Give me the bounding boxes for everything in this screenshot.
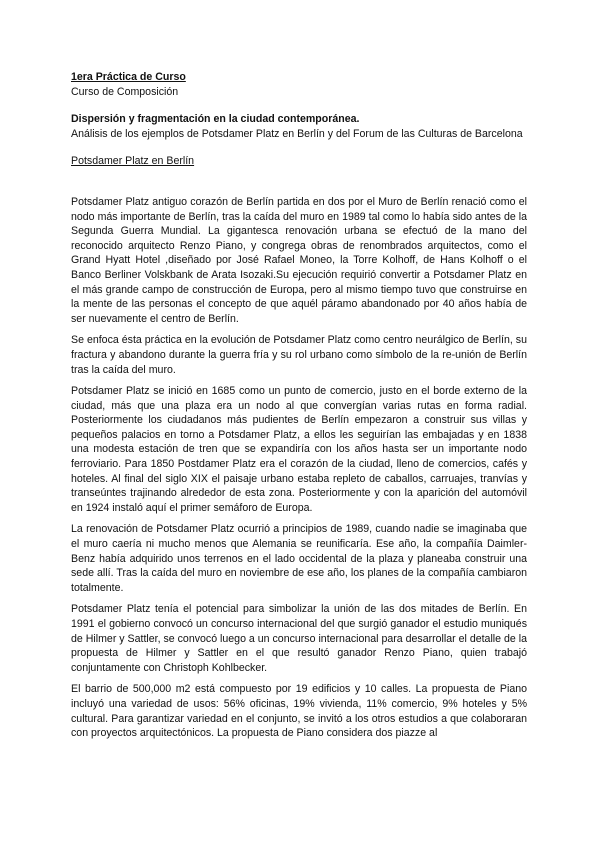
section-heading: Potsdamer Platz en Berlín [71, 155, 195, 168]
body-paragraph: Potsdamer Platz se inició en 1685 como un punto de comercio, justo en el borde externo de la ciudad, más que una plaza era un nodo al que convergían varias rutas en forma radial. Posteriormente los ciudadanos más pudientes de Berlín empezaron a construir sus villas y pequeños palacios en torno a Potsdamer Platz, a ellos les seguirían las embajadas y en 1838 una modesta estación de tren que se expandiría con los años hasta ser un importante nodo ferroviario. Para 1850 Postdamer Platz era el corazón de la ciudad, lleno de comercios, cafés y hoteles. Al final del siglo XIX el paisaje urbano estaba repleto de caballos, carruajes, tranvías y transeúntes trajinando alrededor de esta zona. Posteriormente y con la aparición del automóvil en 1924 instaló aquí el primer semáforo de Europa. [71, 385, 527, 514]
theme-subtitle: Análisis de los ejemplos de Potsdamer Platz en Berlín y del Forum de las Culturas de Barcelona [71, 127, 523, 140]
body-paragraph: El barrio de 500,000 m2 está compuesto por 19 edificios y 10 calles. La propuesta de Piano incluyó una variedad de usos: 56% oficinas, 19% vivienda, 11% comercio, 9% hoteles y 5% cultural. Para garantizar variedad en el conjunto, se invitó a los otros estudios a que colaboraran con proyectos arquitectónicos. La propuesta de Piano considera dos piazze al [71, 683, 527, 740]
body-paragraph: La renovación de Potsdamer Platz ocurrió a principios de 1989, cuando nadie se imaginaba que el muro caería ni mucho menos que Alemania se reunificaría. Ese año, la compañía Daimler-Benz había adquirido unos terrenos en el lado occidental de la plaza y planeaba construir una sede allí. Tras la caída del muro en noviembre de ese año, los planes de la compañía cambiaron totalmente. [71, 523, 527, 594]
body-paragraph: Se enfoca ésta práctica en la evolución de Potsdamer Platz como centro neurálgico de Berlín, su fractura y abandono durante la guerra fría y su rol urbano como símbolo de la re-unión de Berlín tras la caída del muro. [71, 334, 527, 376]
body-paragraph: Potsdamer Platz tenía el potencial para simbolizar la unión de las dos mitades de Berlín. En 1991 el gobierno convocó un concurso internacional del que surgió ganador el estudio muniqués de Hilmer y Sattler, se convocó luego a un concurso internacional para desarrollar el detalle de la propuesta de Hilmer y Sattler en el que resultó ganador Renzo Piano, quien trabajó conjuntamente con Christoph Kohlbecker. [71, 603, 527, 674]
document-subtitle: Curso de Composición [71, 85, 179, 98]
document-page [71, 70, 527, 748]
theme-title: Dispersión y fragmentación en la ciudad contemporánea. [71, 113, 360, 126]
body-paragraph: Potsdamer Platz antiguo corazón de Berlín partida en dos por el Muro de Berlín renació como el nodo más importante de Berlín, tras la caída del muro en 1989 tal como lo había sido antes de la Segunda Guerra Mundial. La gigantesca renovación urbana se efectuó de la mano del reconocido arquitecto Renzo Piano, y congrega obras de renombrados arquitectos, como el Grand Hyatt Hotel ,diseñado por José Rafael Moneo, la Torre Kolhoff, de Hans Kolhoff o el Banco Berliner Volskbank de Arata Isozaki.Su ejecución requirió convertir a Potsdamer Platz en el más grande campo de construcción de Europa, pero al mismo tiempo tuvo que construirse en la mente de las personas el concepto de que aquél páramo abandonado por 40 años había de ser nuevamente el centro de Berlín. [71, 195, 527, 325]
document-title: 1era Práctica de Curso [71, 71, 186, 83]
